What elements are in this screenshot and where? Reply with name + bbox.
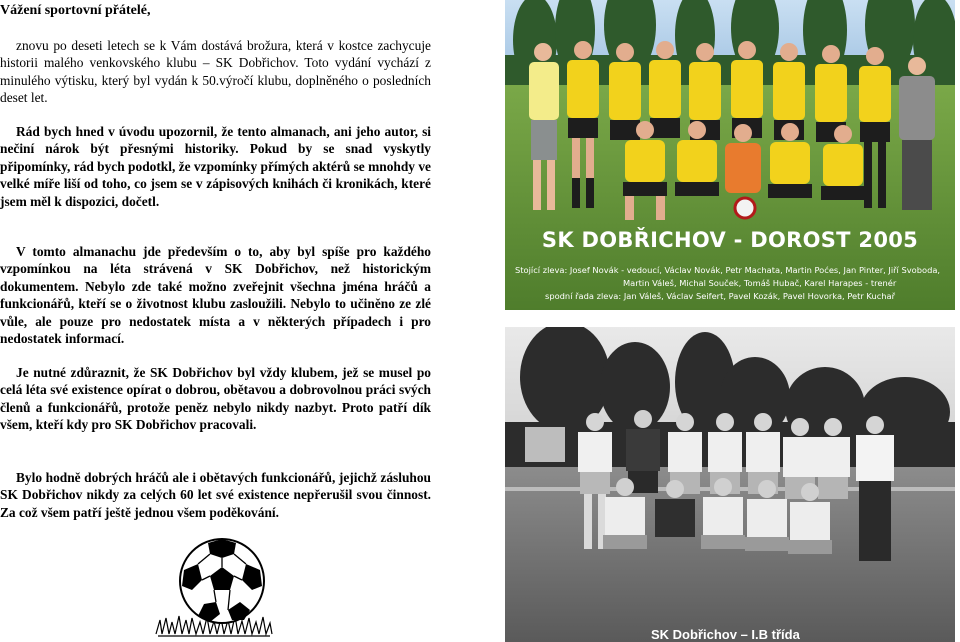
paragraph-intro: znovu po deseti letech se k Vám dostává brožura, která v kostce zachycuje historii malého venkovského klubu – SK Dobřichov. Toto vydání vychází z minulého výtisku, který byl vydán k 50.výročí klubu, doplněného o posledních deset let. (0, 38, 431, 106)
bw-photo-caption: SK Dobřichov – I.B třída (651, 627, 800, 642)
team-photo-scene (505, 0, 955, 310)
team-photo-ib-class (505, 327, 955, 642)
bw-photo-scene (505, 327, 955, 642)
caption-kneeling-label: spodní řada zleva: (545, 291, 622, 301)
caption-standing-continued (515, 278, 951, 288)
photo-title: SK DOBŘICHOV - DOROST 2005 (541, 228, 919, 252)
caption-standing-label: Stojící zleva: (515, 265, 568, 275)
caption-standing (515, 265, 951, 275)
caption-kneeling (515, 291, 951, 301)
caption-standing-names-2: Martin Váleš, Michal Souček, Tomáš Hubač, Karel Harapes - trenér (623, 278, 897, 288)
paragraph-thanks: Bylo hodně dobrých hráčů ale i obětavých funkcionářů, jejichž zásluhou SK Dobřichov nikdy za celých 60 let své existence nepřerušil svou činnost. Za což všem patří ještě jednou všem poděkování. (0, 470, 431, 520)
team-photo-dorost-2005 (505, 0, 955, 310)
caption-kneeling-names: Jan Váleš, Václav Seifert, Pavel Kozák, Pavel Hovorka, Petr Kuchař (623, 291, 896, 301)
paragraph-disclaimer: Rád bych hned v úvodu upozornil, že tento almanach, ani jeho autor, si nečiní nárok být přesnými historiky. Pokud by se snad vyskytly připomínky, rád bych podotkl, že vzpomínky přímých aktérů se mnohdy ve velké míře liší od toho, co jsem se v zápisových knihách či kronikách, které jsem měl k dispozici, dočetl. (0, 124, 431, 209)
greeting: Vážení sportovní přátelé, (0, 3, 151, 18)
paragraph-purpose: V tomto almanachu jde především o to, aby byl spíše pro každého vzpomínkou na léta strávená v SK Dobřichov, než historickým dokumentem. Nebylo zde také možno zveřejnit všechna jména hráčů a funkcionářů, kteří se o životnost klubu zasloužili. Nebylo to učiněno ze zlé vůle, ale pouze pro nedostatek místa a v některých případech i pro nedostatek informací. (0, 244, 431, 347)
caption-standing-names: Josef Novák - vedoucí, Václav Novák, Petr Machata, Martin Poćes, Jan Pinter, Jiří Svoboda, (569, 265, 941, 275)
paragraph-volunteers: Je nutné zdůraznit, že SK Dobřichov byl vždy klubem, jež se musel po celá léta své existence opírat o dobrou, obětavou a dobrovolnou práci svých členů a funkcionářů, protože peněz nebylo nikdy nazbyt. Proto patří dík všem, kteří kdy pro SK Dobřichov pracovali. (0, 365, 431, 433)
football-illustration (152, 534, 276, 638)
text-column (0, 0, 432, 642)
